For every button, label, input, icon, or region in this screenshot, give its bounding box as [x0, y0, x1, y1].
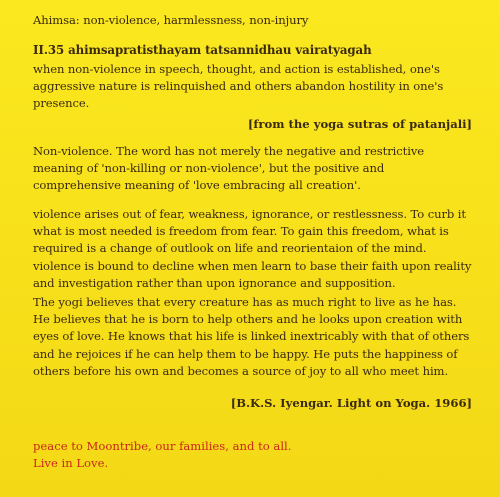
sutra-commentary: when non-violence in speech, thought, and action is established, one's aggressive nature is relinquished and others abandon hostility in one's presence.: [33, 62, 444, 111]
closing-dedication: peace to Moontribe, our families, and to all.: [33, 439, 292, 453]
paragraph-non-violence: Non-violence. The word has not merely the negative and restrictive meaning of 'non-killing or non-violence', but the positive and comprehensive meaning of 'love embracing all creation'.: [33, 144, 425, 193]
sutra-ref: II.35: [33, 43, 65, 57]
intro-term: Ahimsa:: [33, 13, 80, 27]
paragraph-violence: violence arises out of fear, weakness, ignorance, or restlessness. To curb it what is most needed is freedom from fear. To gain this freedom, what is required is a change of outlook on life and reorientaion of the mind. violence is bound to decline when men learn to base their faith upon reality and investigation rather than upon ignorance and supposition.: [33, 207, 472, 290]
intro-line: [33, 12, 473, 29]
sutra-line: [33, 42, 473, 59]
sutra-text: ahimsapratisthayam tatsannidhau vairatyagah: [68, 43, 372, 57]
citation-iyengar: [B.K.S. Iyengar. Light on Yoga. 1966]: [230, 396, 472, 410]
intro-gloss: non-violence, harmlessness, non-injury: [83, 13, 309, 27]
paragraph-yogi: The yogi believes that every creature has as much right to live as he has. He believes that he is born to help others and he looks upon creation with eyes of love. He knows that his life is linked inextricably with that of others and he rejoices if he can help them to be happy. He puts the happiness of others before his own and becomes a source of joy to all who meet him.: [33, 295, 470, 378]
citation-patanjali: [from the yoga sutras of patanjali]: [247, 117, 472, 131]
closing-live-in-love: Live in Love.: [33, 456, 109, 470]
